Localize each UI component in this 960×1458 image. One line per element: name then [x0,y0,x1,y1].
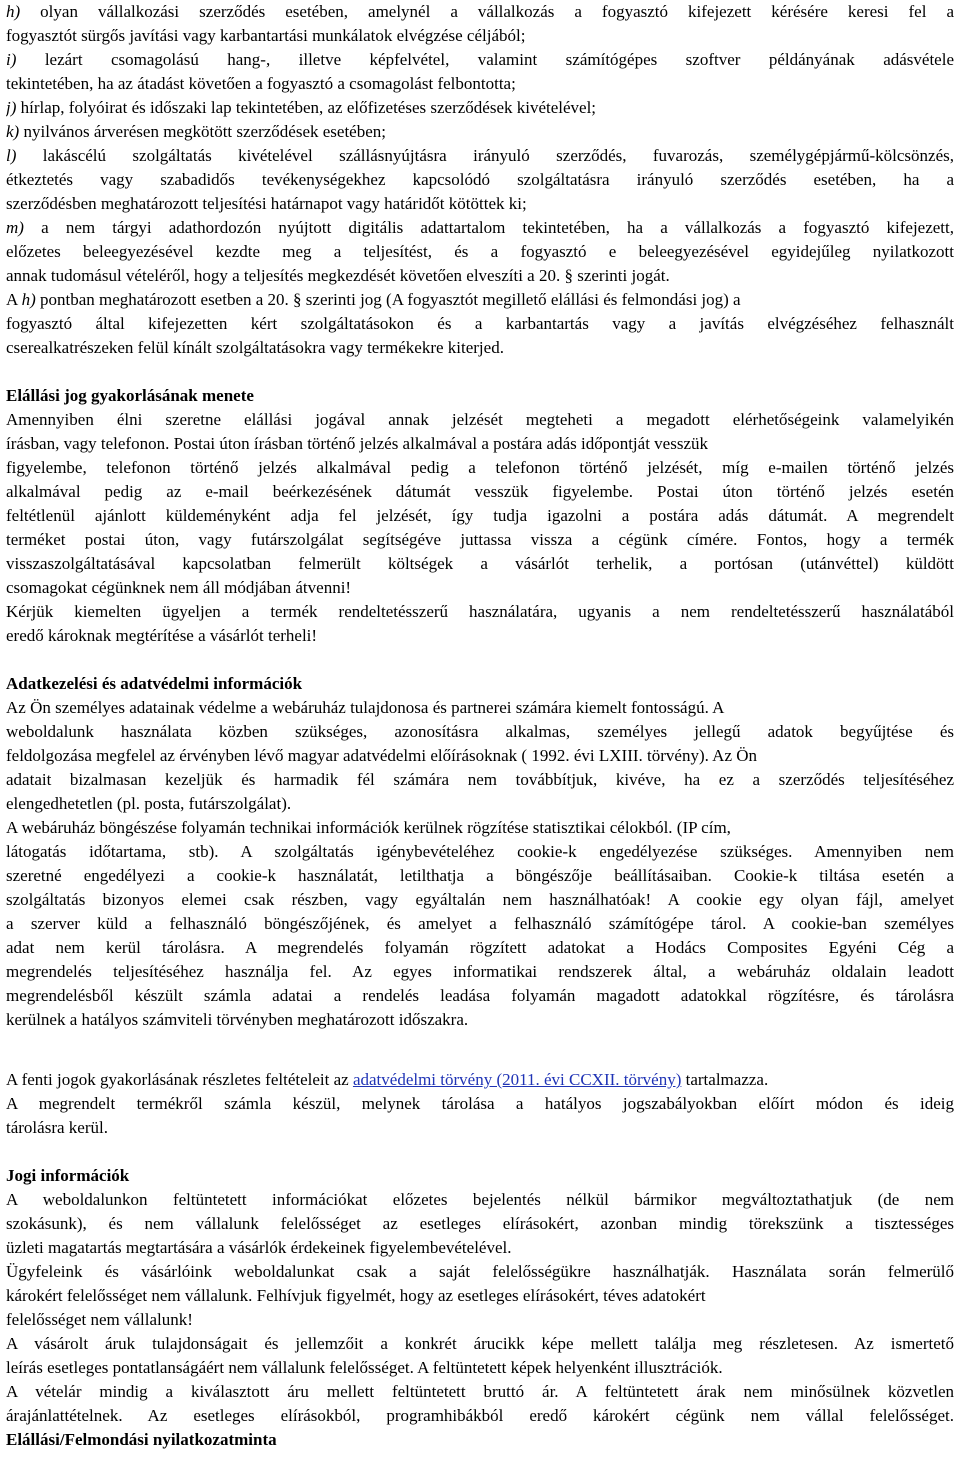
text-span: alkalmával pedig az e-mail beérkezésének dátumát vesszük figyelembe. Postai úton történő jelzés esetén [6,482,954,501]
text-line [6,1008,954,1031]
text-line [6,864,954,887]
text-span: cserealkatrészeken felül kínált szolgáltatásokra vagy termékekre kiterjed. [6,338,504,357]
text-span: a szerver küld a felhasználó böngészőjének, és amelyet a felhasználó számítógépe tárol. A cookie-ban személyes [6,914,954,933]
text-line [6,264,954,287]
text-span: Az Ön személyes adatainak védelme a webáruház tulajdonosa és partnerei számára kiemelt fontosságú. A [6,698,725,717]
text-line [6,1116,954,1139]
text-line [6,1308,954,1331]
text-line [6,144,954,167]
text-span: adatait bizalmasan kezeljük és harmadik fél számára nem továbbítjuk, kivéve, ha ez a szerződés teljesítéséhez [6,770,954,789]
text-line [6,24,954,47]
text-line [6,1404,954,1427]
text-span: hírlap, folyóirat és időszaki lap tekintetében, az előfizetéses szerződések kivételével; [16,98,597,117]
section-heading [6,1428,954,1451]
text-line [6,0,954,23]
text-span: elengedhetetlen (pl. posta, futárszolgálat). [6,794,292,813]
text-span: A vásárolt áruk tulajdonságait és jellemzőit a konkrét árucikk képe mellett találja meg részletesen. Az ismertető [6,1334,954,1353]
text-line [6,168,954,191]
text-line [6,936,954,959]
text-span: tárolásra kerül. [6,1118,108,1137]
text-line [6,120,954,143]
text-line [6,1236,954,1259]
text-line [6,960,954,983]
text-span: fogyasztót sürgős javítási vagy karbantartási munkálatok elvégzése céljából; [6,26,526,45]
text-span: üzleti magatartás megtartására a vásárlók érdekeinek figyelembevételével. [6,1238,512,1257]
text-span: fogyasztó által kifejezetten kért szolgáltatásokon és a karbantartás vagy a javítás elvégzéséhez felhasznált [6,314,954,333]
text-line [6,1284,954,1307]
list-marker: k) [6,122,20,141]
text-span: terméket postai úton, vagy futárszolgálat segítségéve juttassa vissza a cégünk címére. Fontos, hogy a termék [6,530,954,549]
law-link[interactable]: adatvédelmi törvény (2011. évi CCXII. törvény) [352,1070,682,1089]
text-line [6,552,954,575]
text-span: felelősséget nem vállalunk! [6,1310,193,1329]
text-line [6,504,954,527]
text-span: étkeztetés vagy szabadidős tevékenységekhez kapcsolódó szolgáltatásra irányuló szerződés esetében, ha a [6,170,954,189]
text-line [6,792,954,815]
text-span: figyelembe, telefonon történő jelzés alkalmával pedig a telefonon történő jelzését, míg e-mailen történő jelzés [6,458,954,477]
text-line [6,192,954,215]
text-span: annak tudomásul vételéről, hogy a teljesítés megkezdését követően elveszíti a 20. § szerinti jogát. [6,266,670,285]
list-marker: m) [6,218,24,237]
text-span: lakáscélú szolgáltatás kivételével szállásnyújtásra irányuló szerződés, fuvarozás, személygépjármű-kölcsönzés, [16,146,954,165]
text-line [6,744,954,767]
text-line [6,72,954,95]
text-line [6,624,954,647]
text-span: károkért felelősséget nem vállalunk. Felhívjuk figyelmét, hogy az esetleges elírásokért, téves adatokért [6,1286,706,1305]
text-line [6,1092,954,1115]
text-span: nyilvános árverésen megkötött szerződések esetében; [19,122,386,141]
text-line [6,408,954,431]
text-span: olyan vállalkozási szerződés esetében, amelynél a vállalkozás a fogyasztó kifejezett kérésére keresi fel a [20,2,954,21]
text-line [6,1068,954,1091]
text-line [6,48,954,71]
text-line [6,912,954,935]
text-line [6,840,954,863]
text-line [6,288,954,311]
text-span: Elállási/Felmondási nyilatkozatminta [6,1430,277,1449]
text-span: szeretné engedélyezi a cookie-k használatát, letilthatja a böngészője beállításaiban. Cookie-k tiltása esetén a [6,866,954,885]
text-line [6,768,954,791]
section-heading [6,384,954,407]
text-span: feltétlenül ajánlott küldeményként adja fel jelzését, így tudja igazolni a postára adás dátumát. A megrendelt [6,506,954,525]
text-span: Ügyfeleink és vásárlóink weboldalunkat csak a saját felelősségükre használhatják. Használata során felmerülő [6,1262,954,1281]
text-span: látogatás időtartama, stb). A szolgáltatás igénybevételéhez cookie-k engedélyezése szükséges. Amennyiben nem [6,842,954,861]
text-line [6,720,954,743]
text-span: A weboldalunkon feltüntetett információkat előzetes bejelentés nélkül bármikor megváltoztathatjuk (de nem [6,1190,954,1209]
text-span: Amennyiben élni szeretne elállási jogával annak jelzését megteheti a megadott elérhetőségeink valamelyikén [6,410,954,429]
text-line [6,528,954,551]
text-line [6,1380,954,1403]
text-span: szolgáltatás bizonyos elemei csak részben, vagy egyáltalán nem használhatóak! A cookie egy olyan fájl, amelyet [6,890,954,909]
text-line [6,96,954,119]
section-heading [6,1164,954,1187]
text-span: A webáruház böngészése folyamán technikai információk kerülnek rögzítése statisztikai célokból. (IP cím, [6,818,731,837]
text-span: a nem tárgyi adathordozón nyújtott digitális adattartalom tekintetében, ha a vállalkozás a fogyasztó kifejezett, [23,218,954,237]
text-line [6,432,954,455]
text-line [6,312,954,335]
text-span: írásban, vagy telefonon. Postai úton írásban történő jelzés alkalmával a postára adás időpontját vesszük [6,434,708,453]
section-heading [6,672,954,695]
text-line [6,888,954,911]
text-span: feldolgozása megfelel az érvényben lévő magyar adatvédelmi előírásoknak ( 1992. évi LXIII. törvény). Az Ön [6,746,758,765]
text-line [6,984,954,1007]
text-span: Elállási jog gyakorlásának menete [6,386,254,405]
text-span: megrendelésből készült számla adatai a rendelés leadása folyamán magadott adatokkal rögzítésre, és tárolásra [6,986,954,1005]
list-marker: h) [6,2,21,21]
text-span: Adatkezelési és adatvédelmi információk [6,674,303,693]
text-span: megrendelés teljesítéséhez használja fel. Az egyes informatikai rendszerek által, a webáruház oldalain leadott [6,962,954,981]
text-span: előzetes beleegyezésével kezdte meg a teljesítést, és a fogyasztó e beleegyezésével egyidejűleg nyilatkozott [6,242,954,261]
text-span: A [6,290,22,309]
text-span: lezárt csomagolású hang-, illetve képfelvétel, valamint számítógépes szoftver példányának adásvétele [16,50,954,69]
text-span: Kérjük kiemelten ügyeljen a termék rendeltetésszerű használatára, ugyanis a nem rendeltetésszerű használatából [6,602,954,621]
text-span: A fenti jogok gyakorlásának részletes feltételeit az [6,1070,353,1089]
text-span: eredő károknak megtérítése a vásárlót terheli! [6,626,318,645]
text-span: csomagokat cégünknek nem áll módjában átvenni! [6,578,352,597]
text-span: szokásunk), és nem vállalunk felelősséget az esetleges elírásokért, azonban mindig törekszünk a tisztességes [6,1214,954,1233]
text-span: A vételár mindig a kiválasztott áru mellett feltüntetett bruttó ár. A feltüntetett árak nem minősülnek közvetlen [6,1382,954,1401]
text-span: leírás esetleges pontatlanságáért nem vállalunk felelősséget. A feltüntetett képek helyenként illusztrációk. [6,1358,723,1377]
text-line [6,816,954,839]
text-line [6,696,954,719]
text-line [6,336,954,359]
text-line [6,480,954,503]
text-line [6,1188,954,1211]
text-span: A megrendelt termékről számla készül, melynek tárolása a hatályos jogszabályokban előírt módon és ideig [6,1094,954,1113]
text-span: kerülnek a hatályos számviteli törvényben meghatározott időszakra. [6,1010,469,1029]
text-span: weboldalunk használata közben szükséges, azonosításra alkalmas, személyes jellegű adatok begyűjtése és [6,722,954,741]
text-line [6,1356,954,1379]
text-span: árajánlattételnek. Az esetleges elírásokból, programhibákból eredő károkért cégünk nem vállal felelősséget. [6,1406,954,1425]
text-span: adat nem kerül tárolásra. A megrendelés folyamán rögzített adatokat a Hodács Composites Egyéni Cég a [6,938,954,957]
list-marker: j) [6,98,17,117]
text-span: tartalmazza. [681,1070,769,1089]
list-marker: h) [21,290,36,309]
text-span: Jogi információk [6,1166,130,1185]
list-marker: i) [6,50,17,69]
text-span: pontban meghatározott esetben a 20. § szerinti jog (A fogyasztót megillető elállási és felmondási jog) a [35,290,741,309]
text-line [6,216,954,239]
text-line [6,576,954,599]
text-line [6,1332,954,1355]
text-line [6,240,954,263]
text-line [6,1260,954,1283]
text-span: visszaszolgáltatásával kapcsolatban felmerült költségek a vásárlót terhelik, a portósan (utánvéttel) küldött [6,554,954,573]
list-marker: l) [6,146,17,165]
text-line [6,600,954,623]
text-span: tekintetében, ha az átadást követően a fogyasztó a csomagolást felbontotta; [6,74,516,93]
text-span: szerződésben meghatározott teljesítési határnapot vagy határidőt kötöttek ki; [6,194,527,213]
text-line [6,1212,954,1235]
text-line [6,456,954,479]
